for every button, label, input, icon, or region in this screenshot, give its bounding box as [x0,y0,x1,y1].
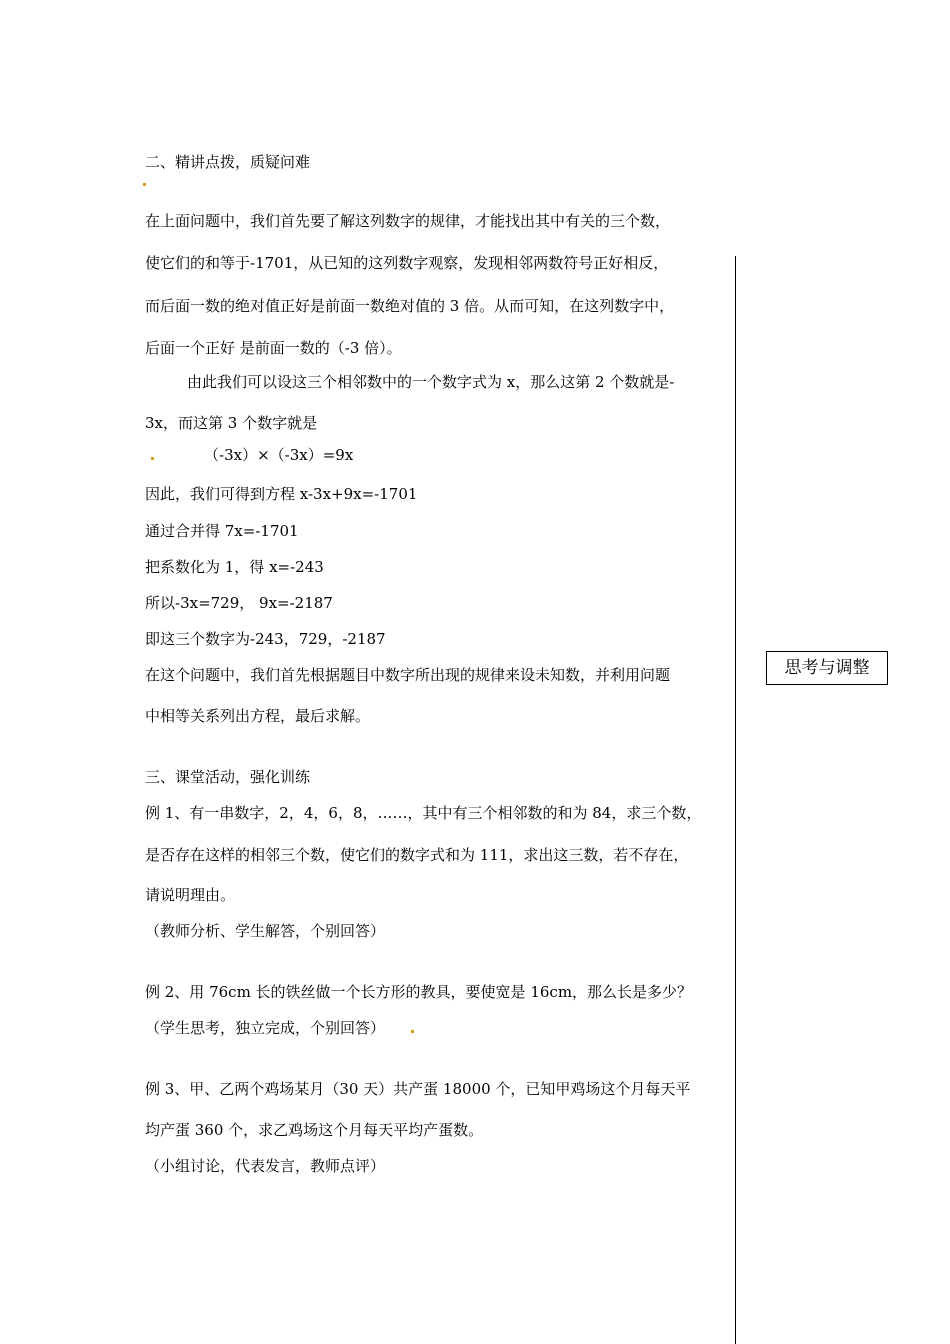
paragraph-line: 中相等关系列出方程，最后求解。 [145,707,371,725]
section3-heading: 三、课堂活动，强化训练 [145,768,311,786]
marker-dot [151,457,154,460]
example-1-line: 请说明理由。 [145,886,236,904]
solution-step: 因此，我们可得到方程 x-3x+9x=-1701 [145,485,418,503]
paragraph-line: 由此我们可以设这三个相邻数中的一个数字式为 x，那么这第 2 个数就是- [187,373,675,391]
example-3-line: 均产蛋 360 个，求乙鸡场这个月每天平均产蛋数。 [145,1121,484,1139]
example-1-line: 例 1、有一串数字，2，4，6，8，……，其中有三个相邻数的和为 84，求三个数， [145,804,702,822]
solution-step: 即这三个数字为-243，729，-2187 [145,630,386,648]
solution-step: 通过合并得 7x=-1701 [145,522,299,540]
formula-line: （-3x）×（-3x）=9x [204,446,354,464]
example-3-line: 例 3、甲、乙两个鸡场某月（30 天）共产蛋 18000 个，已知甲鸡场这个月每天平 [145,1080,691,1098]
reflection-box: 思考与调整 [766,651,888,685]
marker-dot [411,1030,414,1033]
marker-dot [143,183,146,186]
solution-step: 所以-3x=729， 9x=-2187 [145,594,333,612]
example-1-note: （教师分析、学生解答，个别回答） [145,922,386,940]
example-2-line: 例 2、用 76cm 长的铁丝做一个长方形的教具，要使宽是 16cm，那么长是多少？ [145,983,693,1001]
paragraph-line: 使它们的和等于-1701，从已知的这列数字观察，发现相邻两数符号正好相反， [145,254,669,272]
example-3-note: （小组讨论，代表发言，教师点评） [145,1157,386,1175]
paragraph-line: 后面一个正好 是前面一数的（-3 倍）。 [145,339,402,357]
example-1-line: 是否存在这样的相邻三个数，使它们的数字式和为 111，求出这三数，若不存在， [145,846,689,864]
paragraph-line: 而后面一数的绝对值正好是前面一数绝对值的 3 倍。从而可知，在这列数字中， [145,297,675,315]
paragraph-line: 在上面问题中，我们首先要了解这列数字的规律，才能找出其中有关的三个数， [145,212,671,230]
paragraph-line: 在这个问题中，我们首先根据题目中数字所出现的规律来设未知数，并利用问题 [145,666,671,684]
paragraph-line: 3x，而这第 3 个数字就是 [145,414,318,432]
solution-step: 把系数化为 1，得 x=-243 [145,558,324,576]
example-2-note: （学生思考，独立完成，个别回答） [145,1019,386,1037]
section2-heading: 二、精讲点拨，质疑问难 [145,153,311,171]
margin-divider [735,256,736,1344]
